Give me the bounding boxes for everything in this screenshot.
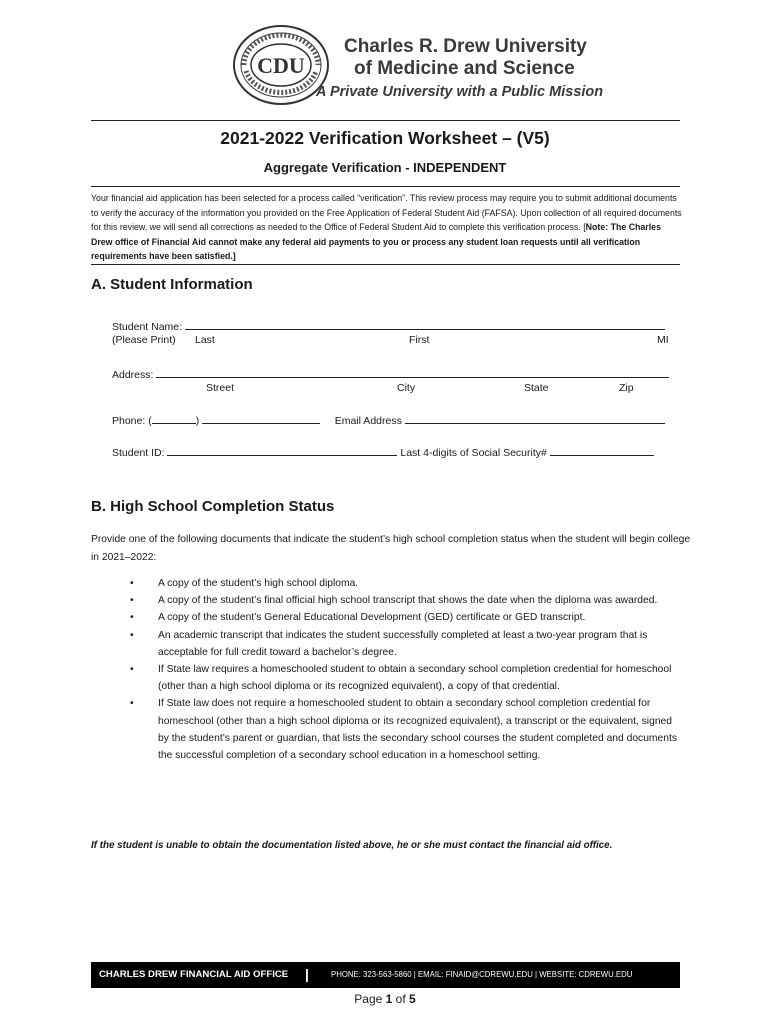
page-number [0, 992, 770, 1006]
list-item-text: An academic transcript that indicates the student successfully completed at least a two-year program that is acceptable for full credit toward a bachelor’s degree. [158, 629, 648, 658]
footer-office-name: CHARLES DREW FINANCIAL AID OFFICE [99, 969, 289, 980]
document-options-list [130, 575, 685, 764]
phone-label: Phone: ( [112, 415, 152, 427]
student-name-label: Student Name: [112, 321, 183, 333]
list-item [130, 609, 685, 626]
student-id-field[interactable] [167, 444, 397, 456]
page-prefix: Page [354, 992, 383, 1006]
intro-note-text: : The Charles Drew office of Financial Aid cannot make any federal aid payments to you or process any student loan requests until all verification requirements have been satisfied.] [91, 222, 661, 262]
addr-state-label: State [524, 382, 549, 394]
address-row [112, 366, 669, 381]
footer-separator: | [305, 966, 309, 982]
student-name-field[interactable] [185, 318, 665, 330]
contact-office-note: If the student is unable to obtain the documentation listed above, he or she must contact the financial aid office. [91, 840, 613, 851]
please-print-label: (Please Print) [112, 334, 176, 346]
university-logo [232, 22, 652, 108]
email-label: Email Address [334, 415, 402, 427]
id-ssn-row [112, 444, 654, 459]
header-divider [91, 120, 680, 121]
list-item [130, 592, 685, 609]
page-current: 1 [385, 992, 393, 1006]
name-last-label: Last [195, 334, 215, 346]
ssn-label: Last 4-digits of Social Security# [400, 447, 547, 459]
page-total: 5 [409, 992, 416, 1006]
document-subtitle: Aggregate Verification - INDEPENDENT [263, 160, 507, 175]
intro-divider-bottom [91, 264, 680, 265]
section-b-intro: Provide one of the following documents that indicate the student’s high school completion status when the student will begin college in 2021–2022: [91, 534, 691, 563]
phone-area-code-field[interactable] [152, 412, 196, 424]
list-item [130, 695, 685, 764]
addr-street-label: Street [206, 382, 235, 394]
name-first-label: First [409, 334, 430, 346]
document-title: 2021-2022 Verification Worksheet – (V5) [220, 128, 550, 148]
list-item-text: A copy of the student’s final official high school transcript that shows the date when the diploma was awarded. [158, 595, 658, 607]
name-mi-label: MI [657, 334, 669, 346]
phone-email-row [112, 412, 665, 427]
bullet-icon: • [130, 578, 134, 589]
intro-paragraph [91, 191, 683, 264]
addr-zip-label: Zip [619, 382, 634, 394]
email-field[interactable] [405, 412, 665, 424]
address-field[interactable] [156, 366, 669, 378]
intro-note-label: Note [585, 222, 606, 233]
footer-bar [91, 962, 680, 988]
list-item [130, 661, 685, 695]
list-item-text: If State law requires a homeschooled student to obtain a secondary school completion credential for homeschool (other than a high school diploma or its recognized equivalent), a copy of that credential. [158, 664, 672, 693]
seal-text: CDU [257, 53, 305, 78]
student-name-row [112, 318, 665, 333]
student-id-label: Student ID: [112, 447, 165, 459]
university-name-line1: Charles R. Drew University [344, 36, 587, 57]
footer-contact: PHONE: 323-563-5860 | EMAIL: FINAID@CDREWU.EDU | WEBSITE: CDREWU.EDU [331, 970, 633, 979]
bullet-icon: • [130, 698, 134, 710]
address-label: Address: [112, 369, 154, 381]
university-name-line2: of Medicine and Science [354, 58, 575, 79]
bullet-icon: • [130, 595, 134, 607]
list-item [130, 627, 685, 661]
section-a-title: A. Student Information [91, 276, 253, 293]
list-item-text: A copy of the student’s General Educational Development (GED) certificate or GED transcript. [158, 612, 586, 624]
intro-divider-top [91, 186, 680, 187]
bullet-icon: • [130, 629, 134, 641]
section-b-title: B. High School Completion Status [91, 498, 335, 515]
ssn-field[interactable] [550, 444, 654, 456]
list-item-text: If State law does not require a homeschooled student to obtain a secondary school completion credential for homeschool (other than a high school diploma or its recognized equivalent), a transcript or the equivalent, signed by the student’s parent or guardian, that lists the secondary school courses the student completed and documents the successful completion of a secondary school education in a homeschool setting. [158, 698, 677, 762]
list-item-text: A copy of the student’s high school diploma. [158, 578, 359, 589]
intro-text: Your financial aid application has been selected for a process called “verification”. This review process may require you to submit additional documents to verify the accuracy of the information you provided on the Free Application of Federal Student Aid (FAFSA). Upon collection of all required documents for this review, we will send all corrections as needed to the Office of Federal Student Aid to complete this verification process. [ [91, 193, 682, 233]
bullet-icon: • [130, 664, 134, 676]
phone-number-field[interactable] [202, 412, 320, 424]
addr-city-label: City [397, 382, 416, 394]
university-tagline: A Private University with a Public Mission [316, 84, 604, 100]
university-name [344, 36, 587, 80]
bullet-icon: • [130, 612, 134, 624]
page-of: of [395, 992, 406, 1006]
phone-paren: ) [195, 415, 200, 427]
list-item [130, 575, 685, 592]
